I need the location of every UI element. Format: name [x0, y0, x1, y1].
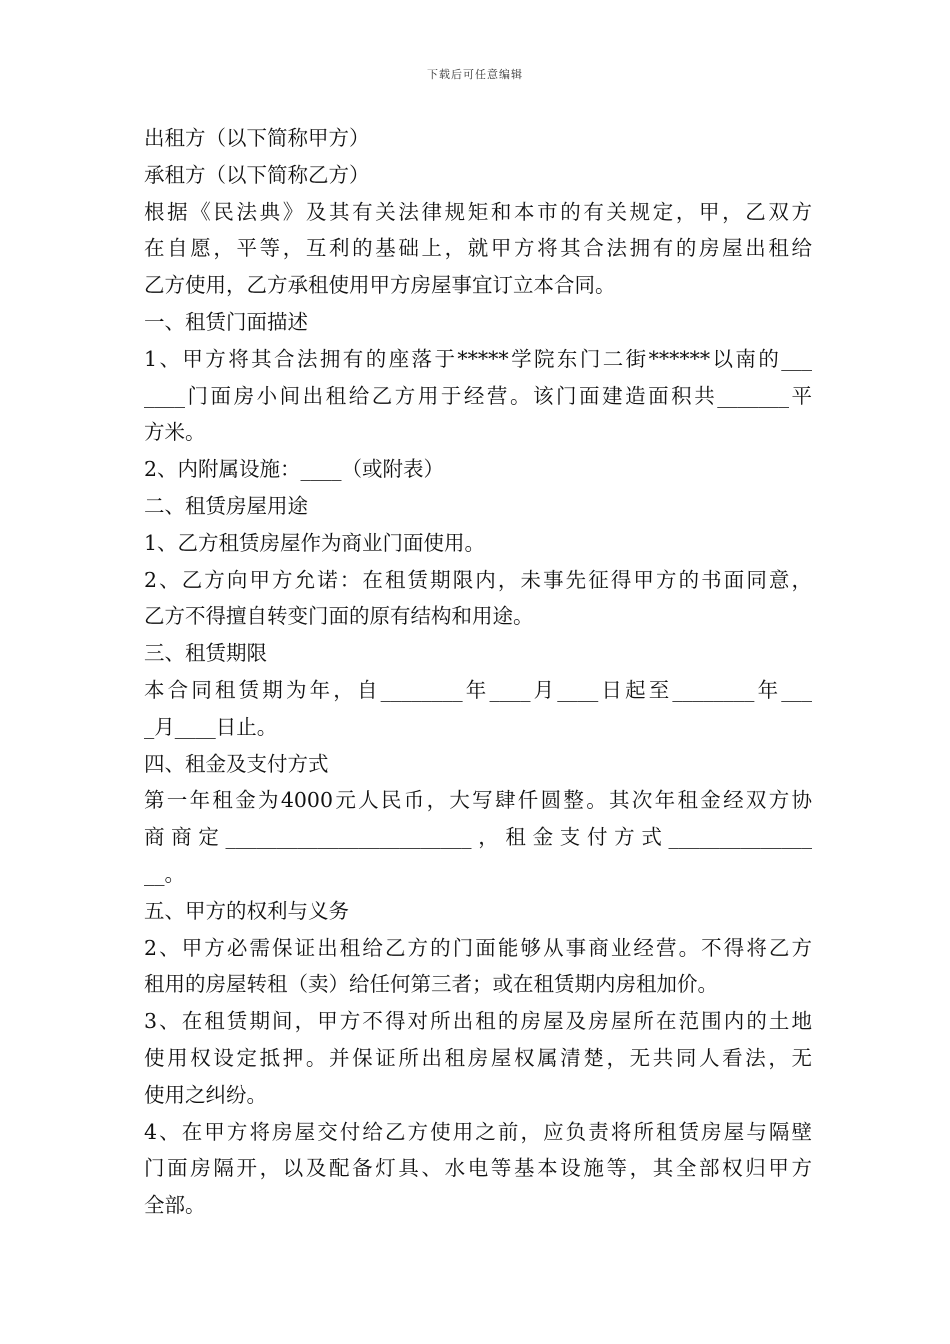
clause-line: 第一年租金为4000元人民币，大写肆仟圆整。其次年租金经双方协: [144, 788, 812, 813]
preamble-line: 根据《民法典》及其有关法律规矩和本市的有关规定，甲，乙双方: [144, 199, 812, 224]
header-note: 下载后可任意编辑: [427, 68, 523, 81]
clause-line: 全部。: [144, 1193, 206, 1218]
clause-line: 2、内附属设施：____（或附表）: [144, 457, 445, 482]
section-heading: 一、租赁门面描述: [144, 309, 308, 334]
clause-line: 商商定________________________，租金支付方式______________: [144, 825, 812, 850]
contract-body: [144, 120, 812, 1224]
section-heading: 四、租金及支付方式: [144, 751, 329, 776]
clause-line: ____门面房小间出租给乙方用于经营。该门面建造面积共_______平: [144, 383, 812, 408]
clause-line: 1、乙方租赁房屋作为商业门面使用。: [144, 530, 486, 555]
clause-line: 方米。: [144, 420, 206, 445]
clause-line: _月____日止。: [144, 714, 278, 739]
section-heading: 三、租赁期限: [144, 641, 267, 666]
section-heading: 二、租赁房屋用途: [144, 493, 308, 518]
section-heading: 五、甲方的权利与义务: [144, 898, 349, 923]
clause-line: 2、甲方必需保证出租给乙方的门面能够从事商业经营。不得将乙方: [144, 935, 812, 960]
clause-line: 本合同租赁期为年，自________年____月____日起至________年___: [144, 677, 812, 702]
clause-line: 使用权设定抵押。并保证所出租房屋权属清楚，无共同人看法，无: [144, 1045, 812, 1070]
clause-line: 门面房隔开，以及配备灯具、水电等基本设施等，其全部权归甲方: [144, 1156, 812, 1181]
clause-line: 2、乙方向甲方允诺：在租赁期限内，未事先征得甲方的书面同意，: [144, 567, 812, 592]
preamble-line: 乙方使用，乙方承租使用甲方房屋事宜订立本合同。: [144, 273, 616, 298]
preamble-line: 在自愿，平等，互利的基础上，就甲方将其合法拥有的房屋出租给: [144, 236, 812, 261]
party-a-line: 出租方（以下简称甲方）: [144, 126, 370, 150]
clause-line: 4、在甲方将房屋交付给乙方使用之前，应负责将所租赁房屋与隔壁: [144, 1119, 812, 1144]
clause-line: 3、在租赁期间，甲方不得对所出租的房屋及房屋所在范围内的土地: [144, 1009, 812, 1034]
clause-line: __。: [144, 861, 185, 886]
party-b-line: 承租方（以下简称乙方）: [144, 162, 370, 187]
clause-line: 1、甲方将其合法拥有的座落于*****学院东门二街******以南的___: [144, 346, 812, 371]
clause-line: 乙方不得擅自转变门面的原有结构和用途。: [144, 604, 534, 629]
clause-line: 使用之纠纷。: [144, 1082, 267, 1107]
clause-line: 租用的房屋转租（卖）给任何第三者；或在租赁期内房租加价。: [144, 972, 718, 997]
